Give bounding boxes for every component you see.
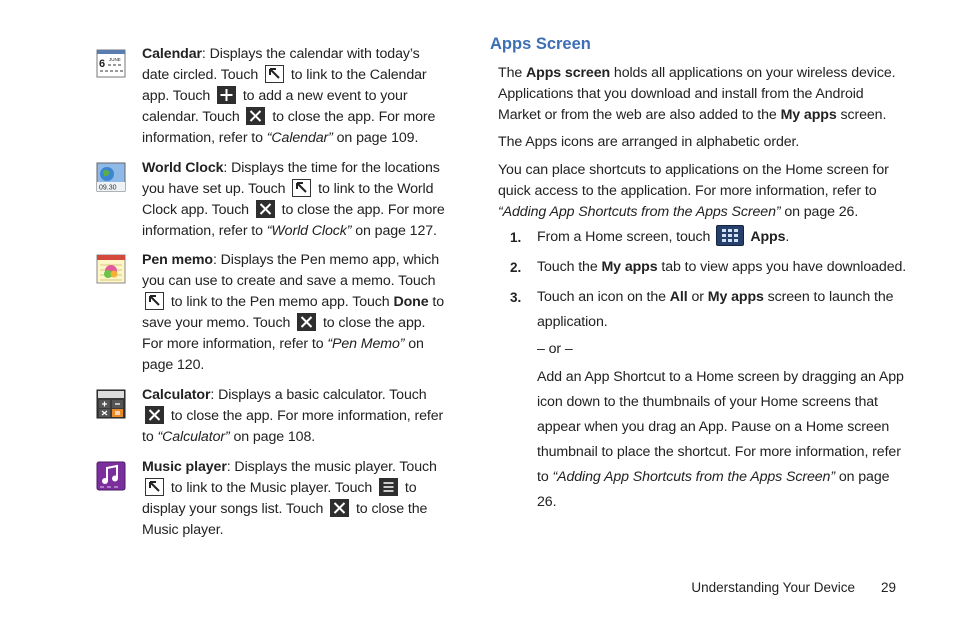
calendar-icon-day: 6	[99, 58, 106, 70]
music-player-name: Music player	[142, 459, 227, 475]
music-player-icon	[96, 461, 126, 491]
calculator-text-2: to close the app. For more information, refer to	[142, 408, 444, 445]
music-player-text-4: to close the Music player.	[142, 501, 428, 538]
pen-memo-description	[142, 250, 448, 376]
or-separator: – or –	[537, 341, 573, 357]
world-clock-icon	[96, 162, 126, 192]
step-1-apps: Apps	[750, 229, 786, 245]
link-arrow-icon	[292, 179, 311, 197]
step-3-number: 3.	[510, 290, 522, 305]
calendar-text-3: to add a new event to your calendar. Touch	[142, 88, 408, 125]
world-clock-text-4: on page 127.	[355, 223, 437, 239]
step-2-number: 2.	[510, 260, 522, 275]
step-3-text	[537, 285, 907, 335]
step-2-my-apps: My apps	[601, 259, 658, 275]
music-player-description	[142, 457, 448, 541]
alt-reference: “Adding App Shortcuts from the Apps Screen”	[552, 469, 835, 485]
pen-memo-text-4: to close the app. For more information, refer to	[142, 315, 426, 352]
step-3-c: or	[691, 289, 704, 305]
music-player-text-2: to link to the Music player. Touch	[170, 480, 373, 496]
song-list-icon	[379, 478, 398, 496]
step-3-a: Touch an icon on the	[537, 289, 666, 305]
step-2-text	[537, 255, 907, 280]
calendar-text-4: to close the app. For more information, refer to	[142, 109, 436, 146]
calculator-reference: “Calculator”	[157, 429, 230, 445]
music-player-text-1: : Displays the music player. Touch	[226, 459, 437, 475]
calendar-text-5: on page 109.	[336, 130, 419, 146]
pen-memo-text-2: to link to the Pen memo app. Touch	[170, 294, 390, 310]
close-x-icon	[297, 313, 316, 331]
apps-grid-icon	[716, 225, 744, 246]
world-clock-text-1: : Displays the time for the locations you have set up. Touch	[142, 160, 440, 197]
world-clock-reference: “World Clock”	[266, 223, 352, 239]
world-clock-text-3: to close the app. For more information, refer to	[142, 202, 445, 239]
calendar-description	[142, 44, 448, 149]
pen-memo-text-3: to save your memo. Touch	[142, 294, 444, 331]
world-clock-text-2: to link to the World Clock app. Touch	[142, 181, 434, 218]
step-1-c: .	[785, 229, 790, 245]
link-arrow-icon	[265, 65, 284, 83]
link-arrow-icon	[145, 292, 164, 310]
footer-section: Understanding Your Device	[691, 580, 855, 595]
section-title: Apps Screen	[490, 35, 591, 53]
step-1-text	[537, 225, 907, 250]
add-plus-icon	[217, 86, 236, 104]
calculator-text-3: on page 108.	[233, 429, 316, 445]
alternative-paragraph	[537, 365, 907, 515]
calendar-reference: “Calendar”	[266, 130, 333, 146]
p1-text-a: The	[498, 65, 523, 81]
step-3-e: screen to launch the application.	[537, 289, 894, 330]
p1-text-c: holds all applications on your wireless device. Applications that you download and install from the Android Market or from the web are also added to the	[498, 65, 896, 123]
calendar-icon	[96, 48, 126, 78]
close-x-icon	[246, 107, 265, 125]
close-x-icon	[330, 499, 349, 517]
close-x-icon	[145, 406, 164, 424]
calendar-icon-month: JUNE	[109, 57, 121, 62]
pen-memo-done-label: Done	[393, 294, 429, 310]
calculator-name: Calculator	[142, 387, 211, 403]
p1-apps-screen: Apps screen	[526, 65, 611, 81]
pen-memo-name: Pen memo	[142, 252, 213, 268]
apps-shortcut-paragraph	[498, 160, 908, 223]
step-1-a: From a Home screen, touch	[537, 229, 711, 245]
world-clock-icon-time: 09.30	[99, 184, 117, 192]
pen-memo-text-5: on page 120.	[142, 336, 424, 373]
p1-text-e: screen.	[840, 107, 887, 123]
step-2-c: tab to view apps you have downloaded.	[661, 259, 907, 275]
alt-end: on page 26.	[537, 469, 890, 510]
calculator-text-1: : Displays a basic calculator. Touch	[210, 387, 427, 403]
calculator-description	[142, 385, 448, 448]
p1-my-apps: My apps	[780, 107, 837, 123]
pen-memo-text-1: : Displays the Pen memo app, which you can use to create and save a memo. Touch	[142, 252, 440, 289]
page-footer	[600, 580, 896, 595]
link-arrow-icon	[145, 478, 164, 496]
apps-intro-paragraph	[498, 63, 908, 126]
p3-end: on page 26.	[784, 204, 859, 220]
step-1-number: 1.	[510, 230, 522, 245]
calendar-text-1: : Displays the calendar with today’s date circled. Touch	[142, 46, 420, 83]
apps-order-paragraph: The Apps icons are arranged in alphabetic order.	[498, 134, 800, 150]
music-player-text-3: to display your songs list. Touch	[142, 480, 417, 517]
p3-text: You can place shortcuts to applications on the Home screen for quick access to the application. For more information, refer to	[498, 162, 889, 199]
world-clock-name: World Clock	[142, 160, 224, 176]
pen-memo-reference: “Pen Memo”	[327, 336, 405, 352]
step-3-all: All	[669, 289, 688, 305]
p3-reference: “Adding App Shortcuts from the Apps Screen”	[498, 204, 781, 220]
close-x-icon	[256, 200, 275, 218]
step-2-a: Touch the	[537, 259, 598, 275]
page-number: 29	[880, 580, 896, 595]
calendar-text-2: to link to the Calendar app. Touch	[142, 67, 427, 104]
calendar-name: Calendar	[142, 46, 202, 62]
pen-memo-icon	[96, 254, 126, 284]
world-clock-description	[142, 158, 448, 242]
alt-text: Add an App Shortcut to a Home screen by dragging an App icon down to the thumbnails of your Home screens that appear when you drag an App. Pause on a Home screen thumbnail to place the shortcut. For more information, refer to	[537, 369, 904, 485]
step-3-my-apps: My apps	[707, 289, 764, 305]
calculator-icon	[96, 389, 126, 419]
